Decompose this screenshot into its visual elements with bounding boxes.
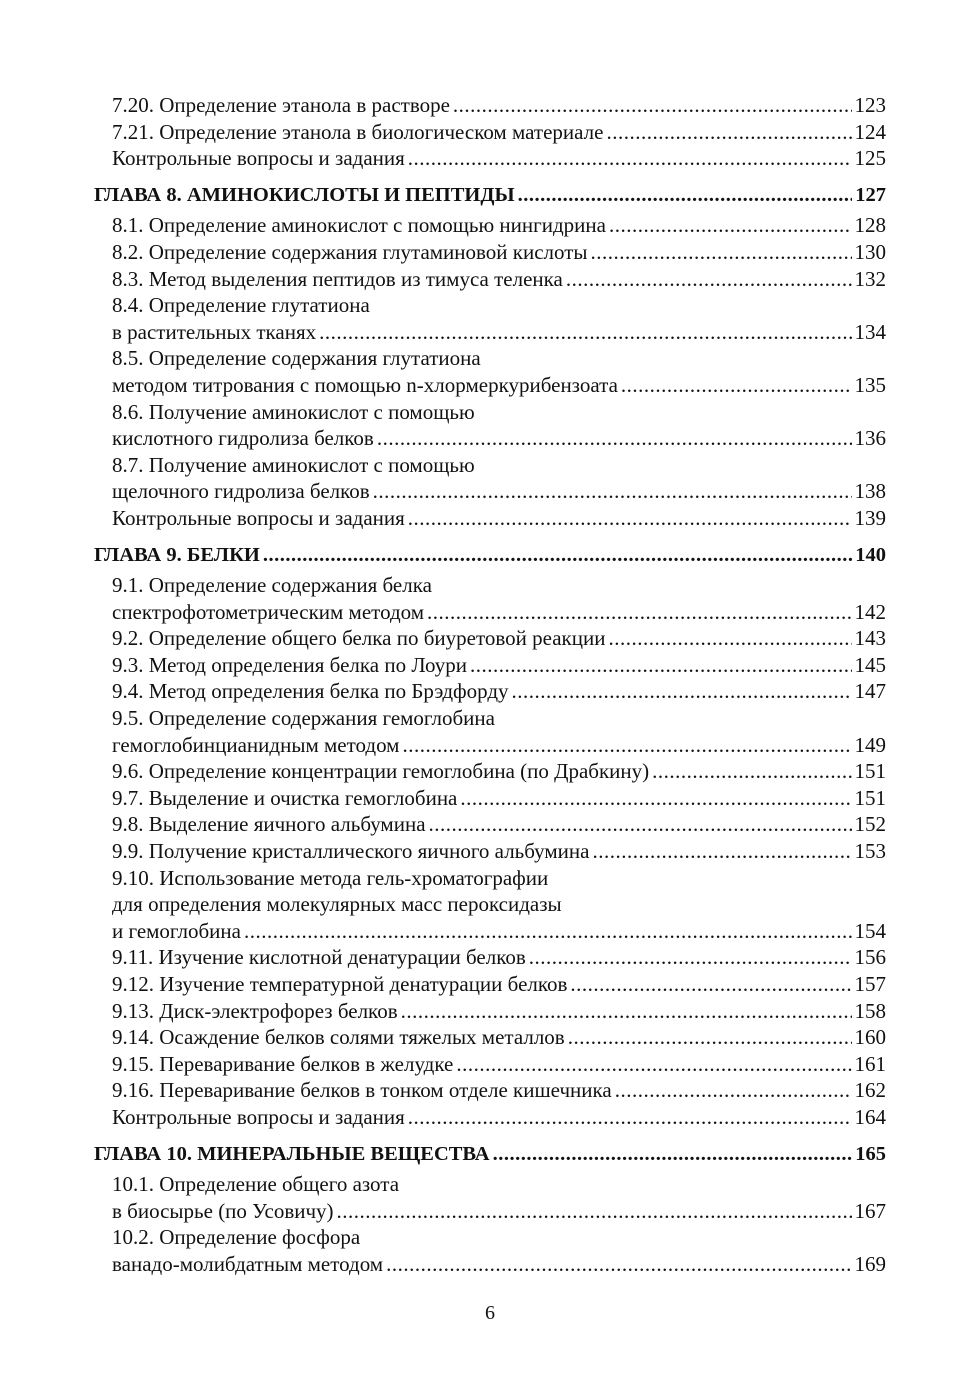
toc-entry-page: 149 <box>854 732 886 757</box>
toc-entry-title: 9.1. Определение содержания белка <box>112 573 432 598</box>
toc-entry <box>94 1104 886 1131</box>
dot-leader <box>453 92 852 119</box>
toc-entry-title: для определения молекулярных масс пероксидазы <box>112 892 562 917</box>
toc-entry <box>94 705 886 732</box>
toc-entry-page: 158 <box>854 998 886 1023</box>
toc-entry-page: 123 <box>854 93 886 117</box>
dot-leader <box>402 732 851 759</box>
toc-entry <box>94 266 886 293</box>
toc-entry-title: 8.2. Определение содержания глутаминовой кислоты <box>112 239 588 264</box>
toc-entry <box>94 572 886 599</box>
toc-entry <box>94 452 886 479</box>
toc-entry-page: 169 <box>854 1251 886 1276</box>
page-number: 6 <box>485 1302 495 1324</box>
toc-entry-page: 128 <box>854 213 886 238</box>
toc-entry-title: и гемоглобина <box>112 918 241 943</box>
toc-entry-title: 9.14. Осаждение белков солями тяжелых металлов <box>112 1025 565 1050</box>
toc-entry-page: 154 <box>854 918 886 943</box>
toc-entry-title: 10.1. Определение общего азота <box>112 1172 400 1197</box>
toc-entry <box>94 505 886 532</box>
dot-leader <box>408 1104 852 1131</box>
dot-leader <box>319 319 851 346</box>
toc-entry-page: 136 <box>854 426 886 451</box>
toc-entry-title: Контрольные вопросы и задания <box>112 505 405 530</box>
toc-entry-title: Контрольные вопросы и задания <box>112 1104 405 1129</box>
dot-leader <box>377 425 852 452</box>
toc-entry <box>94 891 886 918</box>
dot-leader <box>615 1077 852 1104</box>
dot-leader <box>609 212 852 239</box>
toc-entry-page: 139 <box>854 505 886 530</box>
dot-leader <box>373 478 852 505</box>
toc-entry <box>94 1198 886 1225</box>
toc-entry <box>94 119 886 146</box>
toc-entry <box>94 811 886 838</box>
toc-entry-title: ГЛАВА 8. АМИНОКИСЛОТЫ И ПЕПТИДЫ <box>94 183 515 206</box>
toc-entry-page: 151 <box>854 785 886 810</box>
dot-leader <box>591 239 852 266</box>
toc-entry <box>94 1251 886 1278</box>
dot-leader <box>429 811 852 838</box>
toc-entry <box>94 625 886 652</box>
dot-leader <box>493 1141 853 1168</box>
toc-entry-page: 161 <box>854 1051 886 1076</box>
toc-entry <box>94 678 886 705</box>
toc-entry-title: 9.16. Переваривание белков в тонком отделе кишечника <box>112 1078 612 1103</box>
toc-entry <box>94 372 886 399</box>
toc-entry <box>94 785 886 812</box>
toc-entry-page: 151 <box>854 759 886 784</box>
toc-entry-title: 7.20. Определение этанола в растворе <box>112 93 450 117</box>
toc-entry <box>94 345 886 372</box>
toc-entry-title: 9.11. Изучение кислотной денатурации белков <box>112 945 526 970</box>
toc-entry-page: 164 <box>854 1104 886 1129</box>
toc-entry-title: методом титрования с помощью n-хлормеркурибензоата <box>112 372 618 397</box>
dot-leader <box>592 838 851 865</box>
table-of-contents <box>94 92 886 1278</box>
dot-leader <box>570 971 851 998</box>
toc-entry <box>94 1051 886 1078</box>
dot-leader <box>512 678 852 705</box>
toc-entry-title: 9.6. Определение концентрации гемоглобина (по Драбкину) <box>112 759 650 784</box>
toc-entry-page: 147 <box>854 679 886 704</box>
toc-entry-title: кислотного гидролиза белков <box>112 426 374 451</box>
toc-entry-page: 160 <box>854 1025 886 1050</box>
toc-entry <box>94 292 886 319</box>
toc-entry-title: 7.21. Определение этанола в биологическом материале <box>112 119 604 144</box>
toc-entry <box>94 944 886 971</box>
toc-entry <box>94 599 886 626</box>
toc-entry-page: 143 <box>854 626 886 651</box>
toc-entry-page: 130 <box>854 239 886 264</box>
dot-leader <box>568 1024 852 1051</box>
toc-entry <box>94 918 886 945</box>
dot-leader <box>386 1251 851 1278</box>
toc-entry <box>94 971 886 998</box>
dot-leader <box>621 372 852 399</box>
toc-entry-title: 9.9. Получение кристаллического яичного альбумина <box>112 839 590 864</box>
toc-entry-title: ванадо-молибдатным методом <box>112 1251 384 1276</box>
toc-entry-title: 9.8. Выделение яичного альбумина <box>112 812 426 837</box>
toc-entry-title: 9.15. Переваривание белков в желудке <box>112 1051 454 1076</box>
toc-entry-title: 8.5. Определение содержания глутатиона <box>112 346 481 371</box>
toc-entry-title: 9.2. Определение общего белка по биуретовой реакции <box>112 626 606 651</box>
dot-leader <box>244 918 852 945</box>
toc-entry-title: 9.12. Изучение температурной денатурации белков <box>112 972 568 996</box>
toc-entry-title: 8.3. Метод выделения пептидов из тимуса теленка <box>112 266 563 291</box>
toc-entry-title: 9.3. Метод определения белка по Лоури <box>112 652 467 677</box>
toc-entry-page: 138 <box>854 479 886 504</box>
toc-entry <box>94 399 886 426</box>
toc-entry <box>94 145 886 172</box>
toc-entry <box>94 1077 886 1104</box>
toc-entry <box>94 652 886 679</box>
toc-entry-title: 9.4. Метод определения белка по Брэдфорду <box>112 679 509 704</box>
toc-entry-title: гемоглобинцианидным методом <box>112 732 400 757</box>
toc-entry <box>94 838 886 865</box>
dot-leader <box>606 119 851 146</box>
toc-entry <box>94 425 886 452</box>
toc-entry-title: в растительных тканях <box>112 319 317 344</box>
toc-entry <box>94 92 886 119</box>
toc-entry-title: ГЛАВА 10. МИНЕРАЛЬНЫЕ ВЕЩЕСТВА <box>94 1142 490 1165</box>
dot-leader <box>456 1051 851 1078</box>
toc-entry <box>94 1024 886 1051</box>
dot-leader <box>529 944 852 971</box>
toc-entry-title: 9.7. Выделение и очистка гемоглобина <box>112 785 458 810</box>
toc-entry-page: 157 <box>854 972 886 996</box>
toc-entry-title: Контрольные вопросы и задания <box>112 146 405 171</box>
toc-entry-title: 8.4. Определение глутатиона <box>112 293 370 318</box>
toc-entry-page: 167 <box>854 1198 886 1223</box>
toc-entry <box>94 212 886 239</box>
dot-leader <box>608 625 851 652</box>
toc-entry <box>94 732 886 759</box>
toc-entry-page: 152 <box>854 812 886 837</box>
toc-entry-page: 145 <box>854 652 886 677</box>
toc-entry-page: 162 <box>854 1078 886 1103</box>
toc-entry-title: 9.13. Диск-электрофорез белков <box>112 998 398 1023</box>
toc-chapter-heading <box>94 182 886 209</box>
toc-entry <box>94 239 886 266</box>
toc-entry-title: в биосырье (по Усовичу) <box>112 1198 334 1223</box>
toc-entry-title: 9.5. Определение содержания гемоглобина <box>112 706 495 731</box>
dot-leader <box>263 542 852 569</box>
toc-entry <box>94 319 886 346</box>
dot-leader <box>408 145 852 172</box>
dot-leader <box>408 505 852 532</box>
toc-entry <box>94 865 886 892</box>
toc-entry-title: щелочного гидролиза белков <box>112 479 370 504</box>
dot-leader <box>427 599 851 626</box>
toc-entry-page: 135 <box>854 372 886 397</box>
toc-chapter-heading <box>94 542 886 569</box>
toc-entry-title: 8.7. Получение аминокислот с помощью <box>112 452 475 477</box>
toc-entry-title: 8.1. Определение аминокислот с помощью нингидрина <box>112 213 606 238</box>
dot-leader <box>566 266 852 293</box>
toc-entry-page: 127 <box>855 183 886 206</box>
toc-entry-title: 9.10. Использование метода гель-хроматографии <box>112 865 549 890</box>
toc-entry-page: 134 <box>854 319 886 344</box>
toc-entry <box>94 758 886 785</box>
dot-leader <box>470 652 852 679</box>
dot-leader <box>337 1198 852 1225</box>
toc-entry-page: 156 <box>854 945 886 970</box>
toc-entry-page: 132 <box>854 266 886 291</box>
toc-entry-title: спектрофотометрическим методом <box>112 599 425 624</box>
toc-entry-page: 165 <box>855 1142 886 1165</box>
toc-entry-page: 124 <box>854 119 886 144</box>
dot-leader <box>460 785 851 812</box>
toc-entry-page: 142 <box>854 599 886 624</box>
toc-entry <box>94 1224 886 1251</box>
toc-chapter-heading <box>94 1141 886 1168</box>
dot-leader <box>652 758 851 785</box>
toc-entry-page: 153 <box>854 839 886 864</box>
toc-entry-title: 10.2. Определение фосфора <box>112 1225 361 1250</box>
dot-leader <box>401 998 852 1025</box>
toc-entry-page: 140 <box>855 543 886 566</box>
toc-entry <box>94 998 886 1025</box>
toc-entry <box>94 478 886 505</box>
dot-leader <box>518 182 853 209</box>
toc-entry <box>94 1171 886 1198</box>
toc-entry-title: ГЛАВА 9. БЕЛКИ <box>94 543 260 566</box>
toc-entry-page: 125 <box>854 146 886 171</box>
toc-entry-title: 8.6. Получение аминокислот с помощью <box>112 399 475 424</box>
